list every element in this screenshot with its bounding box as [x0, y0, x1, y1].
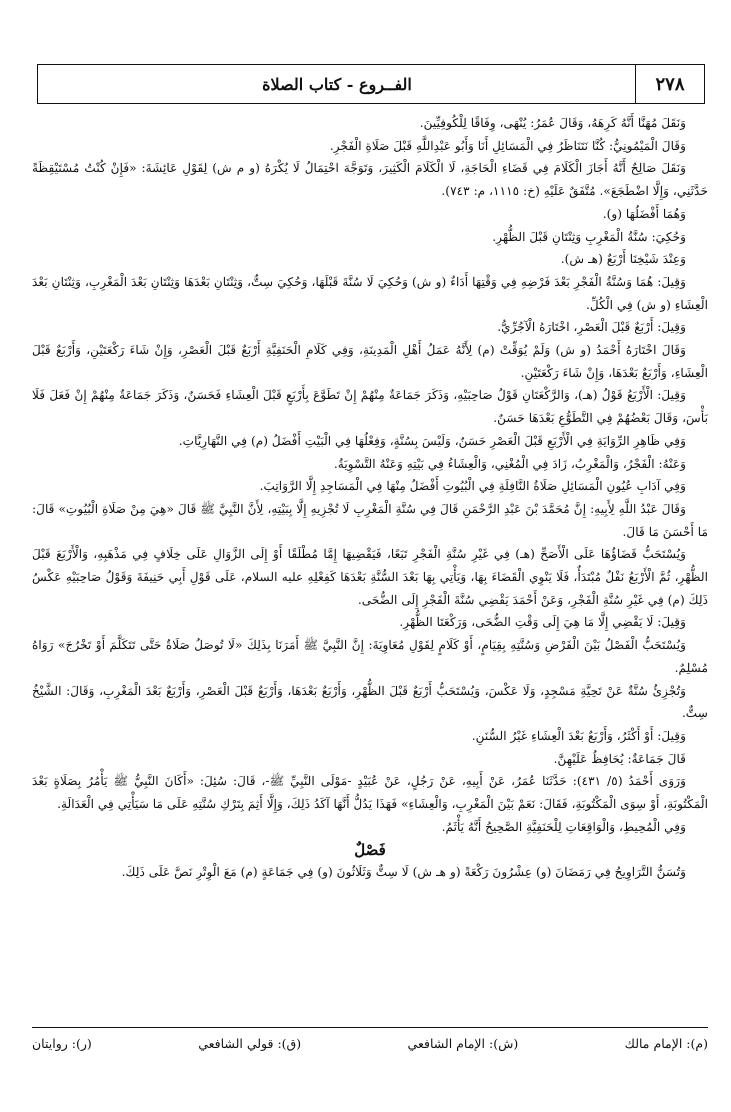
paragraph: قَالَ جَمَاعَةٌ: يُحَافِظُ عَلَيْهِنَّ.: [553, 751, 686, 766]
paragraph: وَقِيلَ: أَرْبَعٌ قَبْلَ الْعَصْرِ، اخْتَارَهُ الْآجُرِّيُّ.: [497, 320, 686, 335]
paragraph: وَحُكِيَ: سُنَّةُ الْمَغْرِبِ وَثِنْتَانِ قَبْلَ الظُّهْرِ.: [492, 229, 686, 244]
paragraph: وَقِيلَ: أَوْ أَكْثَرُ، وَأَرْبَعٌ بَعْدَ الْعِشَاءِ غَيْرُ السُّنَنِ.: [471, 728, 686, 743]
footer-divider: [32, 1027, 708, 1028]
section-heading: فَصْلٌ: [354, 840, 386, 859]
legend-item: (ر): روايتان: [32, 1036, 92, 1051]
paragraph: وَقَالَ اخْتَارَهُ أَحْمَدُ (و ش) وَلَمْ يُوَقِّتْ (م) لِأَنَّهُ عَمَلُ أَهْلِ الْمَدِينَةِ، وَفِي كَلَامِ الْحَنَفِيَّةِ أَرْبَعٌ قَبْلَ الْعَصْرِ، وَإِنْ شَاءَ رَكْعَتَيْنِ، وَأَرْبَعٌ قَبْلَ الْعِشَاءِ، وَأَرْبَعٌ بَعْدَهَا، وَإِنْ شَاءَ رَكْعَتَيْنِ.: [32, 343, 708, 380]
paragraph: وَقِيلَ: الْأَرْبَعُ قَوْلُ (هـ)، وَالرَّكْعَتَانِ قَوْلُ صَاحِبَيْهِ، وَذَكَرَ جَمَاعَةٌ مِنْهُمْ إِنْ تَطَوَّعَ بِأَرْبَعٍ قَبْلَ الْعِشَاءِ فَحَسَنٌ، وَذَكَرَ جَمَاعَةٌ مِنْهُمْ إِنْ فَعَلَ فَلَا بَأْسَ، وَقَالَ بَعْضُهُمْ فِي التَّطَوُّعِ بَعْدَهَا حَسَنٌ.: [32, 388, 708, 426]
paragraph: وَعِنْدَ شَيْخِنَا أَرْبَعٌ (هـ ش).: [560, 252, 686, 267]
page-header: [37, 64, 705, 104]
paragraph: وَفِي الْمُحِيطِ، وَالْوَاقِعَاتِ لِلْحَنَفِيَّةِ الصَّحِيحُ أَنَّهُ يَأْثَمُ.: [441, 819, 686, 834]
footer-legend: [32, 1036, 708, 1058]
paragraph: وَيُسْتَحَبُّ قَضَاؤُهَا عَلَى الْأَصَحِّ (هـ) فِي غَيْرِ سُنَّةِ الْفَجْرِ تَبَعًا، فَيَقْضِيهَا إِمَّا مُطْلَقًا أَوْ إِلَى الزَّوَالِ عَلَى خِلَافٍ فِي مَذْهَبِهِ، وَالْأَرْبَعَ قَبْلَ الظُّهْرِ، ثُمَّ الْأَرْبَعُ نَفْلٌ مُبْتَدَأٌ، فَلَا يَنْوِي الْقَضَاءَ بِهَا، وَيَأْتِي بِهَا بَعْدَ السُّنَّةِ بَعْدَهَا كَفِعْلِهِ عليه السلام، عَلَى قَوْلِ أَبِي حَنِيفَةَ وَقَوْلُ صَاحِبَيْهِ عَكْسُ ذَلِكَ (م) فِي غَيْرِ سُنَّةِ الْفَجْرِ، وَعَنْ أَحْمَدَ يَقْضِي سُنَّةَ الْفَجْرِ إِلَى الضُّحَى.: [32, 547, 708, 607]
paragraph: وَتُسَنُّ التَّرَاوِيحُ فِي رَمَضَانَ (و) عِشْرُونَ رَكْعَةً (و هـ ش) لَا سِتٌّ وَثَلَاثُونَ (و) فِي جَمَاعَةٍ (م) مَعَ الْوِتْرِ نَصَّ عَلَى ذَلِكَ.: [121, 865, 686, 880]
paragraph: وَقِيلَ: لَا يَقْضِي إِلَّا مَا هِيَ إِلَى وَقْتِ الضُّحَى، وَرَكْعَتَا الظُّهْرِ.: [399, 615, 686, 630]
paragraph: وَهُمَا أَفْضَلُهَا (و).: [602, 206, 686, 221]
header-title: الفــروع - كتاب الصلاة: [262, 74, 412, 94]
paragraph: وَنَقَلَ مُهَنَّا أَنَّهُ كَرِهَهُ، وَقَالَ عُمَرُ: يُنْهَى، وِفَاقًا لِلْكُوفِيِّينَ.: [419, 116, 686, 130]
paragraph: وَيُسْتَحَبُّ الْفَصْلُ بَيْنَ الْفَرْضِ وَسُنَّتِهِ بِقِيَامٍ، أَوْ كَلَامٍ لِقَوْلِ مُعَاوِيَةَ: إِنَّ النَّبِيَّ ﷺ أَمَرَنَا بِذَلِكَ «لَا تُوصَلُ صَلَاةٌ حَتَّى تَتَكَلَّمَ أَوْ تَخْرُجَ» رَوَاهُ مُسْلِمٌ.: [32, 638, 708, 675]
legend-item: (م): الإمام مالك: [624, 1036, 708, 1051]
text-body: [32, 112, 708, 1018]
paragraph: وَرَوَى أَحْمَدُ (٥/ ٤٣١): حَدَّثَنَا عُمَرُ، عَنْ أَبِيهِ، عَنْ رَجُلٍ، عَنْ عُبَيْدٍ -مَوْلَى النَّبِيِّ ﷺ-، قَالَ: سُئِلَ: «أَكَانَ النَّبِيُّ ﷺ يَأْمُرُ بِصَلَاةٍ بَعْدَ الْمَكْتُوبَةِ، أَوْ سِوَى الْمَكْتُوبَةِ، فَقَالَ: نَعَمْ بَيْنَ الْمَغْرِبِ، وَالْعِشَاءِ» فَهَذَا يَدُلُّ أَنَّهَا آكَدُ ذَلِكَ، وَإِلَّا أَثِمَ بِتَرْكِ سُنَّتِهِ عَلَى مَا سَيَأْتِي فِي الْعَدَالَةِ.: [32, 774, 708, 812]
paragraph: وَنَقَلَ صَالِحٌ أَنَّهُ أَجَازَ الْكَلَامَ فِي قَضَاءِ الْحَاجَةِ، لَا الْكَلَامَ الْكَثِيرَ، وَتَوَجَّهَ احْتِمَالُ لَا يُكْرَهُ (و م ش) لِقَوْلِ عَائِشَةَ: «فَإِنْ كُنْتُ مُسْتَيْقِظَةً حَدَّثَنِي، وَإِلَّا اضْطَجَعَ». مُتَّفَقٌ عَلَيْهِ (خ: ١١١٥، م: ٧٤٣).: [32, 161, 708, 199]
legend-item: (ش): الإمام الشافعي: [407, 1036, 519, 1051]
paragraph: وَتُجْزِئُ سُنَّةٌ عَنْ تَحِيَّةِ مَسْجِدٍ، وَلَا عَكْسَ، وَيُسْتَحَبُّ أَرْبَعٌ قَبْلَ الظُّهْرِ، وَأَرْبَعٌ بَعْدَهَا، وَأَرْبَعٌ قَبْلَ الْعَصْرِ، وَأَرْبَعٌ بَعْدَ الْمَغْرِبِ، وَقَالَ: الشَّيْخُ سِتٌّ.: [32, 683, 708, 721]
paragraph: وَفِي ظَاهِرِ الرِّوَايَةِ فِي الْأَرْبَعِ قَبْلَ الْعَصْرِ حَسَنٌ، وَلَيْسَ بِسُنَّةٍ، وَفِعْلُهَا فِي الْبَيْتِ أَفْضَلُ (م) فِي النَّهَارِيَّاتِ.: [178, 433, 686, 448]
paragraph: وَعَنْهُ: الْفَجْرُ، وَالْمَغْرِبُ، زَادَ فِي الْمُغْنِي، وَالْعِشَاءُ فِي بَيْتِهِ وَعَنْهُ التَّسْوِيَةُ.: [333, 456, 686, 471]
legend-item: (ق): قولي الشافعي: [198, 1036, 302, 1051]
page-number: ٢٧٨: [635, 65, 704, 103]
paragraph: وَقِيلَ: هُمَا وَسُنَّةُ الْفَجْرِ بَعْدَ فَرْضِهِ فِي وَقْتِهَا أَدَاءٌ (و ش) وَحُكِيَ لَا سُنَّةَ قَبْلَهَا، وَحُكِيَ سِتٌّ، وَثِنْتَانِ بَعْدَهَا وَثِنْتَانِ بَعْدَ الْمَغْرِبِ، وَثِنْتَانِ بَعْدَ الْعِشَاءِ (و ش) فِي الْكُلِّ.: [32, 274, 708, 312]
paragraph: وَقَالَ عَبْدُ اللَّهِ لِأَبِيهِ: إِنَّ مُحَمَّدَ بْنَ عَبْدِ الرَّحْمَنِ قَالَ فِي سُنَّةِ الْمَغْرِبِ لَا تُجْزِيهِ إِلَّا بِبَيْتِهِ، لِأَنَّ النَّبِيَّ ﷺ قَالَ «هِيَ مِنْ صَلَاةِ الْبُيُوتِ» قَالَ: مَا أَحْسَنَ مَا قَالَ.: [32, 501, 708, 539]
paragraph: وَفِي آدَابِ عُيُونِ الْمَسَائِلِ صَلَاةُ النَّافِلَةِ فِي الْبُيُوتِ أَفْضَلُ مِنْهَا فِي الْمَسَاجِدِ إِلَّا الرَّوَاتِبَ.: [259, 479, 686, 494]
paragraph: وَقَالَ الْمَيْمُونِيُّ: كُنَّا نَتَنَاظَرُ فِي الْمَسَائِلِ أَنَا وَأَبُو عَبْدِاللَّهِ قَبْلَ صَلَاةِ الْفَجْرِ.: [329, 138, 686, 153]
